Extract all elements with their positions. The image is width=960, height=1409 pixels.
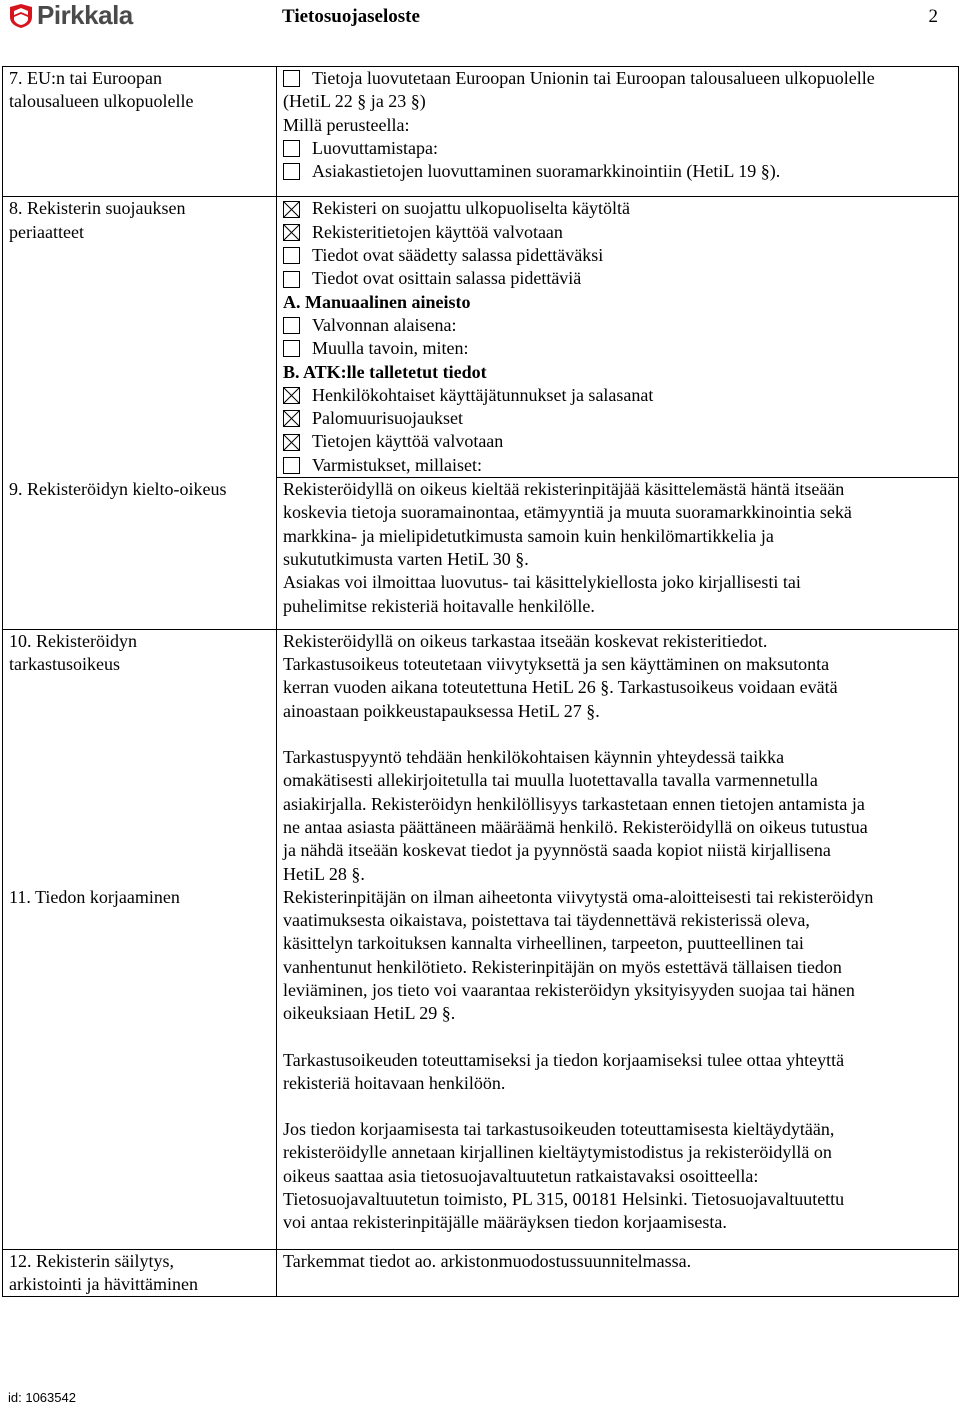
checkbox-unchecked[interactable]	[283, 340, 300, 357]
checkbox-unchecked[interactable]	[283, 271, 300, 288]
checkbox-checked[interactable]	[283, 387, 300, 404]
text-line: rekisteröidylle annetaan kirjallinen kieltäytymistodistus ja rekisteröidyllä on	[283, 1142, 832, 1163]
checkbox-row	[283, 314, 952, 337]
section-label	[3, 67, 277, 197]
label-line: 11. Tiedon korjaaminen	[9, 886, 180, 907]
checkbox-row	[283, 67, 952, 90]
text-line: (HetiL 22 § ja 23 §)	[283, 91, 426, 112]
document-title: Tietosuojaseloste	[282, 6, 420, 27]
text-line: Millä perusteella:	[283, 114, 410, 135]
checkbox-label: Muulla tavoin, miten:	[312, 338, 469, 359]
checkbox-label: Rekisteri on suojattu ulkopuoliselta käytöltä	[312, 198, 630, 219]
section-content	[277, 629, 959, 885]
section-label	[3, 1249, 277, 1297]
page-number: 2	[928, 6, 938, 27]
text-line: Tietosuojavaltuutetun toimisto, PL 315, 00181 Helsinki. Tietosuojavaltuutettu	[283, 1189, 845, 1210]
text-line: vaatimuksesta oikaistava, poistettava tai täydennettävä rekisterissä oleva,	[283, 910, 810, 931]
privacy-statement-table	[2, 66, 959, 1297]
text-line: Rekisteröidyllä on oikeus tarkastaa itseään koskevat rekisteritiedot.	[283, 630, 768, 651]
text-line: käsittelyn tarkoituksen kannalta virheellinen, tarpeeton, puutteellinen tai	[283, 933, 804, 954]
checkbox-label: Valvonnan alaisena:	[312, 314, 457, 335]
text-line: Tarkemmat tiedot ao. arkistonmuodostussuunnitelmassa.	[283, 1250, 692, 1271]
checkbox-label: Varmistukset, millaiset:	[312, 454, 482, 475]
section-label	[3, 886, 277, 1249]
text-line: puhelimitse rekisteriä hoitavalle henkilölle.	[283, 595, 595, 616]
checkbox-row	[283, 221, 952, 244]
text-line: voi antaa rekisterinpitäjälle määräyksen tiedon korjaamisesta.	[283, 1212, 727, 1233]
checkbox-row	[283, 384, 952, 407]
label-line: tarkastusoikeus	[9, 654, 120, 675]
text-line: sukututkimusta varten HetiL 30 §.	[283, 548, 529, 569]
label-line: 8. Rekisterin suojauksen	[9, 198, 186, 219]
pirkkala-emblem-icon	[8, 3, 34, 29]
text-line: oikeus saattaa asia tietosuojavaltuutetun ratkaistavaksi osoitteella:	[283, 1165, 759, 1186]
label-line: arkistointi ja hävittäminen	[9, 1273, 198, 1294]
checkbox-unchecked[interactable]	[283, 163, 300, 180]
checkbox-label: Tiedot ovat osittain salassa pidettäviä	[312, 268, 582, 289]
label-line: 9. Rekisteröidyn kielto-oikeus	[9, 478, 227, 499]
checkbox-label: Tietoja luovutetaan Euroopan Unionin tai Euroopan talousalueen ulkopuolelle	[312, 68, 875, 88]
checkbox-label: Tietojen käyttöä valvotaan	[312, 431, 504, 452]
section-content	[277, 886, 959, 1249]
paragraph-gap	[283, 723, 952, 746]
checkbox-checked[interactable]	[283, 434, 300, 451]
text-line: Jos tiedon korjaamisesta tai tarkastusoikeuden toteuttamisesta kieltäydytään,	[283, 1119, 835, 1140]
text-line: rekisteriä hoitavaan henkilöön.	[283, 1072, 506, 1093]
checkbox-row	[283, 454, 952, 477]
checkbox-row	[283, 407, 952, 430]
text-line: ne antaa asiasta päättäneen määräämä henkilö. Rekisteröidyllä on oikeus tutustua	[283, 816, 868, 837]
text-line: vanhentunut henkilötieto. Rekisterinpitäjän on myös estettävä tällaisen tiedon	[283, 956, 842, 977]
checkbox-checked[interactable]	[283, 201, 300, 218]
checkbox-checked[interactable]	[283, 224, 300, 241]
section-content	[277, 67, 959, 197]
text-line: koskevia tietoja suoramainontaa, etämyyntiä ja muuta suoramarkkinointia sekä	[283, 502, 852, 523]
text-line: Tarkastuspyyntö tehdään henkilökohtaisen käynnin yhteydessä taikka	[283, 747, 785, 768]
section-row-12	[3, 1249, 959, 1297]
checkbox-row	[283, 430, 952, 453]
text-line: ainoastaan poikkeustapauksessa HetiL 27 §.	[283, 700, 600, 721]
label-line: periaatteet	[9, 221, 84, 242]
text-line: omakätisesti allekirjoitetulla tai muulla luotettavalla tavalla varmennetulla	[283, 770, 818, 791]
paragraph-gap	[283, 1095, 952, 1118]
text-line: markkina- ja mielipidetutkimusta samoin kuin henkilömartikkelia ja	[283, 525, 774, 546]
label-line: 10. Rekisteröidyn	[9, 630, 137, 651]
section-row-10	[3, 629, 959, 885]
checkbox-unchecked[interactable]	[283, 70, 300, 87]
checkbox-unchecked[interactable]	[283, 457, 300, 474]
checkbox-label: Luovuttamistapa:	[312, 137, 438, 158]
checkbox-label: Henkilökohtaiset käyttäjätunnukset ja salasanat	[312, 384, 654, 405]
text-line: oikeuksiaan HetiL 29 §.	[283, 1003, 456, 1024]
checkbox-row	[283, 244, 952, 267]
text-line: asiakirjalla. Rekisteröidyn henkilöllisyys tarkastetaan ennen tietojen antamista ja	[283, 793, 865, 814]
checkbox-label: Asiakastietojen luovuttaminen suoramarkkinointiin (HetiL 19 §).	[312, 161, 781, 182]
checkbox-row	[283, 137, 952, 160]
section-content	[277, 478, 959, 630]
page-header	[0, 0, 960, 36]
section-content	[277, 197, 959, 478]
section-content	[277, 1249, 959, 1297]
text-line: HetiL 28 §.	[283, 863, 365, 884]
section-row-11	[3, 886, 959, 1249]
text-line: Asiakas voi ilmoittaa luovutus- tai käsittelykiellosta joko kirjallisesti tai	[283, 572, 801, 593]
section-label	[3, 197, 277, 478]
checkbox-label: Palomuurisuojaukset	[312, 408, 463, 429]
text-line: ja nähdä itseään koskevat tiedot ja pyynnöstä saada kopiot niistä kirjallisena	[283, 840, 831, 861]
label-line: 7. EU:n tai Euroopan	[9, 68, 162, 88]
section-row-8	[3, 197, 959, 478]
section-label	[3, 478, 277, 630]
checkbox-row	[283, 197, 952, 220]
subheading: B. ATK:lle talletetut tiedot	[283, 361, 487, 382]
checkbox-row	[283, 267, 952, 290]
text-line: Rekisteröidyllä on oikeus kieltää rekisterinpitäjää käsittelemästä häntä itseään	[283, 479, 845, 500]
text-line: kerran vuoden aikana toteutettuna HetiL 26 §. Tarkastusoikeus voidaan evätä	[283, 677, 838, 698]
label-line: 12. Rekisterin säilytys,	[9, 1250, 174, 1271]
text-line: Tarkastusoikeus toteutetaan viivytyksettä ja sen käyttäminen on maksutonta	[283, 654, 830, 675]
document-id: id: 1063542	[8, 1390, 76, 1405]
checkbox-checked[interactable]	[283, 410, 300, 427]
section-label	[3, 629, 277, 885]
checkbox-unchecked[interactable]	[283, 247, 300, 264]
text-line: Tarkastusoikeuden toteuttamiseksi ja tiedon korjaamiseksi tulee ottaa yhteyttä	[283, 1049, 845, 1070]
pirkkala-logo	[8, 2, 133, 30]
text-line: leviäminen, jos tieto voi vaarantaa rekisteröidyn yksityisyyden suojaa tai hänen	[283, 979, 855, 1000]
checkbox-row	[283, 337, 952, 360]
checkbox-unchecked[interactable]	[283, 140, 300, 157]
paragraph-gap	[283, 1026, 952, 1049]
section-row-7	[3, 67, 959, 197]
text-line: Rekisterinpitäjän on ilman aiheetonta viivytystä oma-aloitteisesti tai rekisteröidyn	[283, 886, 874, 907]
subheading: A. Manuaalinen aineisto	[283, 291, 471, 312]
checkbox-unchecked[interactable]	[283, 317, 300, 334]
label-line: talousalueen ulkopuolelle	[9, 91, 194, 112]
checkbox-row	[283, 160, 952, 183]
section-row-9	[3, 478, 959, 630]
checkbox-label: Tiedot ovat säädetty salassa pidettäväksi	[312, 245, 604, 266]
logo-text: Pirkkala	[37, 0, 133, 31]
checkbox-label: Rekisteritietojen käyttöä valvotaan	[312, 221, 563, 242]
